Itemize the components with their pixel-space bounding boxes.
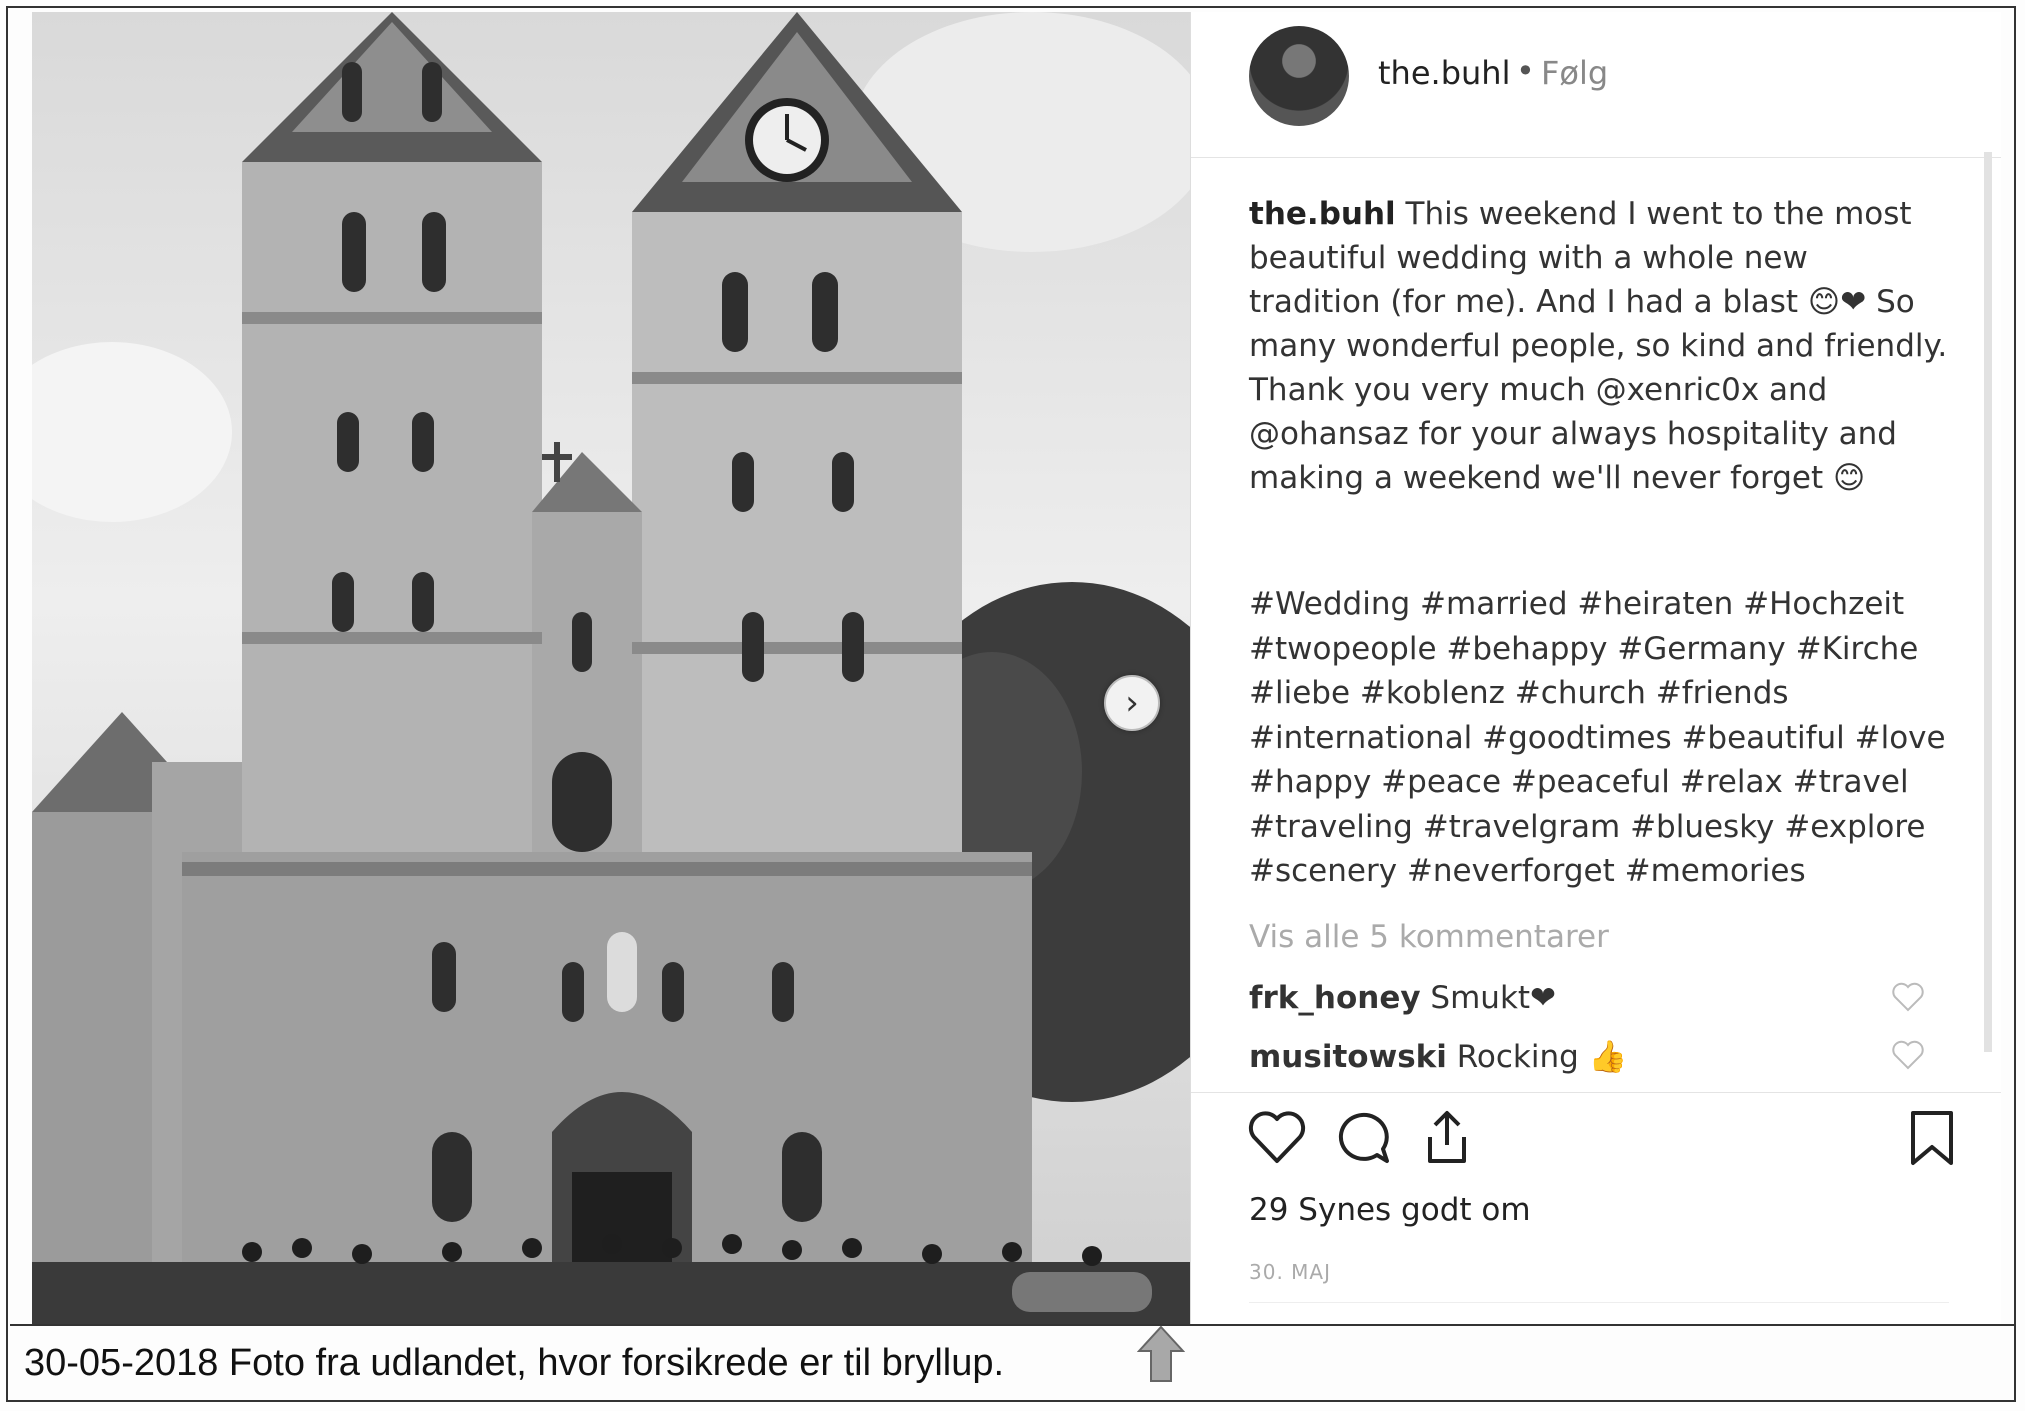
post-header [1191, 12, 2001, 158]
chevron-right-icon: › [1125, 683, 1139, 723]
share-icon[interactable] [1416, 1107, 1478, 1169]
church-illustration [32, 12, 1190, 1324]
comments-scrollbar[interactable] [1984, 152, 1992, 1052]
comment-like-heart-icon[interactable] [1891, 982, 1925, 1012]
caption-text: This weekend I went to the most beautiful wedding with a whole new tradition (for me). And I had a blast 😊❤ So many wonderful people, so kind and friendly. Thank you very much @xenric0x and @ohansaz for your always hospitality and making a weekend we'll never forget 😊 [1249, 196, 1948, 496]
hashtags[interactable]: #Wedding #married #heiraten #Hochzeit #twopeople #behappy #Germany #Kirche #liebe #koblenz #church #friends #international #goodtimes #beautiful #love #happy #peace #peaceful #relax #travel #traveling #travelgram #bluesky #explore #scenery #neverforget #memories [1249, 586, 1946, 889]
next-photo-button[interactable] [1104, 675, 1160, 731]
comment-like-heart-icon[interactable] [1891, 1040, 1925, 1070]
comment-item [1249, 980, 1556, 1016]
caption-username[interactable]: the.buhl [1249, 196, 1396, 232]
comment-icon[interactable] [1331, 1107, 1393, 1169]
likes-count[interactable]: 29 Synes godt om [1249, 1192, 1531, 1228]
follow-button[interactable]: Følg [1541, 54, 1609, 92]
comment-text: Smukt❤ [1430, 980, 1557, 1016]
post-photo[interactable] [32, 12, 1190, 1324]
bookmark-icon[interactable] [1901, 1107, 1963, 1169]
comment-item [1249, 1038, 1627, 1075]
post-caption [1249, 192, 1949, 500]
avatar[interactable] [1249, 26, 1349, 126]
post-date[interactable]: 30. MAJ [1249, 1260, 1331, 1284]
view-all-comments-link[interactable]: Vis alle 5 kommentarer [1249, 919, 1609, 955]
comment-username[interactable]: musitowski [1249, 1039, 1447, 1075]
comment-text: Rocking 👍 [1456, 1039, 1628, 1075]
post-panel [1190, 12, 2001, 1324]
annotation-note: 30-05-2018 Foto fra udlandet, hvor forsikrede er til bryllup. [24, 1342, 1005, 1384]
heart-icon[interactable] [1246, 1107, 1308, 1169]
date-divider [1249, 1302, 1949, 1303]
actions-divider [1191, 1092, 2001, 1094]
up-arrow-icon [1137, 1325, 1185, 1383]
post-username[interactable]: the.buhl [1378, 54, 1511, 92]
separator-dot: • [1516, 52, 1535, 90]
comment-username[interactable]: frk_honey [1249, 980, 1421, 1016]
